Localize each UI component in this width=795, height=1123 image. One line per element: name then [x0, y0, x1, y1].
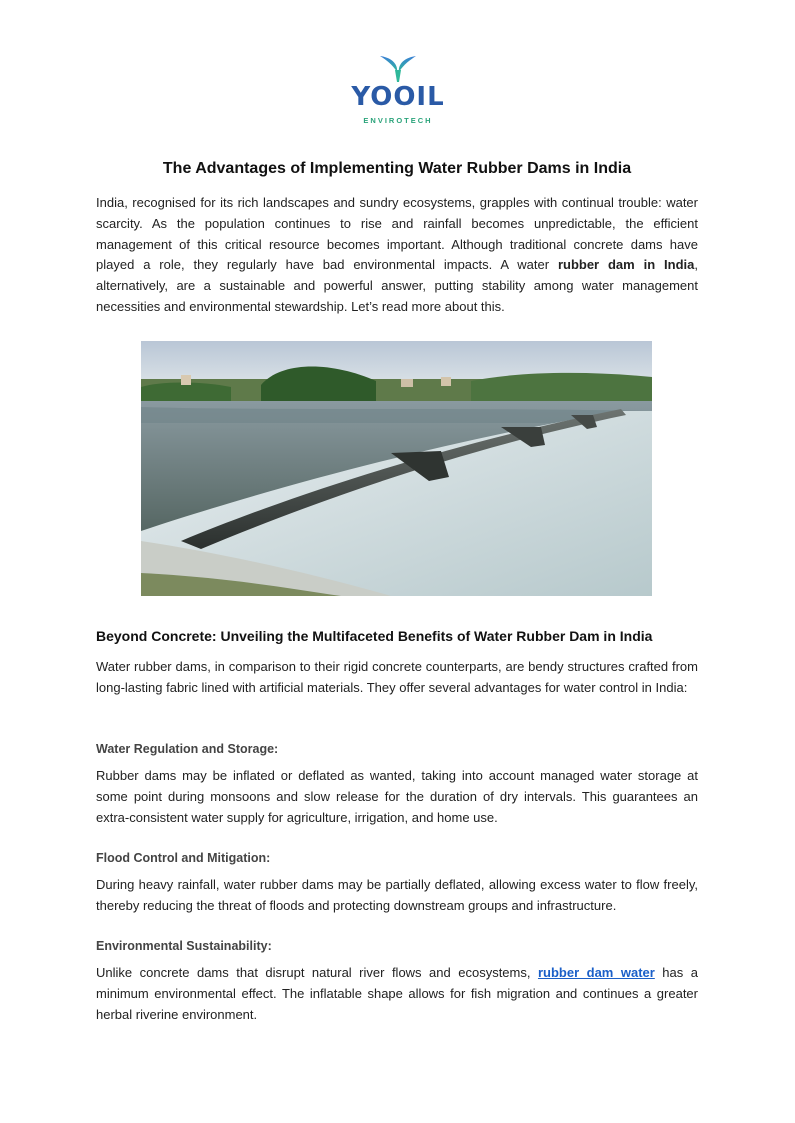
rubber-dam-photo: [141, 341, 652, 596]
intro-bold-phrase: rubber dam in India: [557, 257, 695, 273]
benefit-heading-environmental: Environmental Sustainability:: [96, 939, 272, 953]
logo-wordmark: YOOIL: [351, 82, 445, 112]
benefit-heading-water-regulation: Water Regulation and Storage:: [96, 742, 279, 756]
intro-text-end: , alternatively, are a sustainable and powerful answer, putting stability among water management necessities and environmental stewardship. Let’s read more about this.: [96, 257, 699, 314]
section-heading: Beyond Concrete: Unveiling the Multifaceted Benefits of Water Rubber Dam in India: [96, 628, 653, 644]
logo-tail-icon: [378, 52, 418, 84]
logo-subtitle: ENVIROTECH: [363, 116, 433, 125]
benefit-text-environmental: [96, 963, 698, 1025]
environmental-text-end: has a minimum environmental effect. The inflatable shape allows for fish migration and continues a greater herbal riverine environment.: [96, 965, 698, 1022]
benefit-heading-flood-control: Flood Control and Mitigation:: [96, 851, 271, 865]
intro-text-start: India, recognised for its rich landscapes and sundry ecosystems, grapples with continual trouble: water scarcity. As the population continues to rise and rainfall becomes unpredictable, the efficient management of this critical resource becomes important. Although traditional concrete dams have played a role, they regularly have bad environmental impacts. A water: [96, 195, 698, 273]
benefit-text-flood-control: During heavy rainfall, water rubber dams may be partially deflated, allowing excess water to flow freely, thereby reducing the threat of floods and protecting downstream groups and infrastructure.: [96, 877, 698, 913]
benefit-text-water-regulation: Rubber dams may be inflated or deflated as wanted, taking into account managed water storage at some point during monsoons and slow release for the duration of dry intervals. This guarantees an extra-consistent water supply for agriculture, irrigation, and home use.: [96, 768, 698, 825]
rubber-dam-water-link[interactable]: rubber dam water: [537, 965, 655, 980]
intro-paragraph: [96, 193, 698, 318]
environmental-text-start: Unlike concrete dams that disrupt natural river flows and ecosystems,: [96, 965, 538, 980]
section-intro-paragraph: Water rubber dams, in comparison to their rigid concrete counterparts, are bendy structures crafted from long-lasting fabric lined with artificial materials. They offer several advantages for water control in India:: [96, 659, 698, 695]
document-title: The Advantages of Implementing Water Rubber Dams in India: [162, 160, 632, 177]
company-logo: [345, 50, 451, 130]
